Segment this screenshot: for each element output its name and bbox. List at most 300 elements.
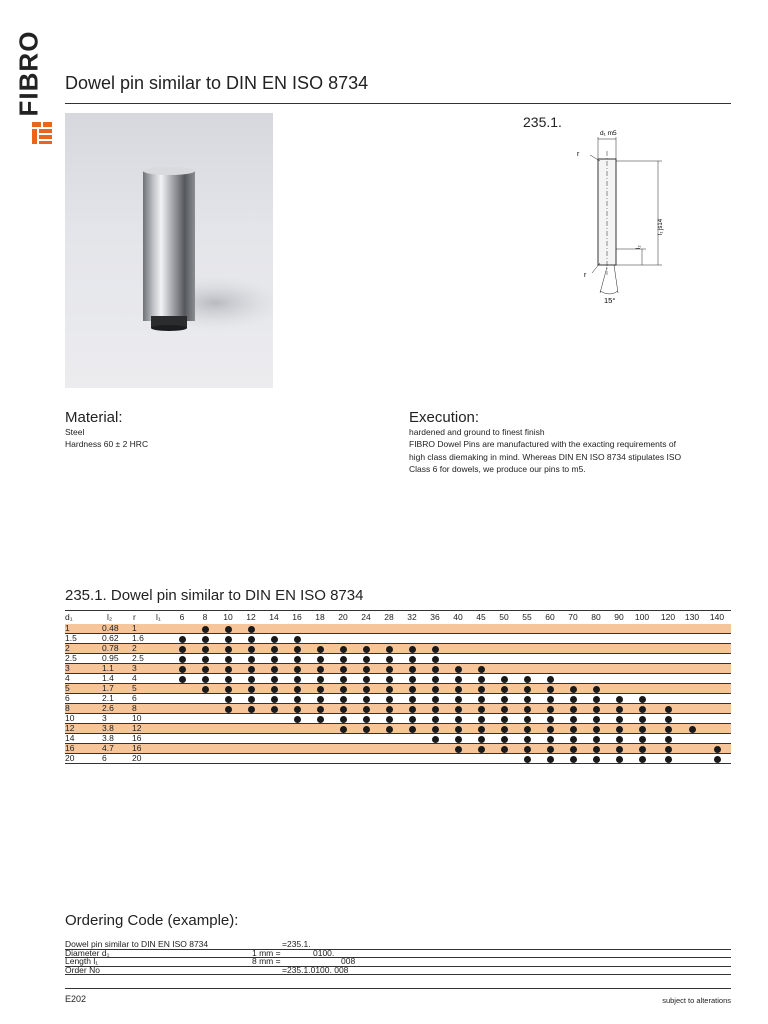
availability-dot	[478, 736, 485, 743]
l1-label: l₁ js14	[658, 218, 664, 235]
availability-dot	[248, 636, 255, 643]
length-header: 18	[315, 612, 325, 622]
availability-dot	[524, 726, 531, 733]
availability-dot	[478, 706, 485, 713]
cell-r: 6	[132, 693, 137, 703]
availability-dot	[248, 646, 255, 653]
length-header: 90	[614, 612, 624, 622]
length-header: 70	[568, 612, 578, 622]
ordering-value: =235.1.0100. 008	[282, 964, 349, 975]
availability-dot	[524, 736, 531, 743]
availability-dot	[409, 696, 416, 703]
availability-dot	[570, 726, 577, 733]
availability-dot	[202, 666, 209, 673]
cell-l2: 2.6	[102, 703, 114, 713]
col-header-d1: d₁	[65, 612, 73, 622]
availability-dot	[455, 736, 462, 743]
availability-dot	[593, 686, 600, 693]
material-line: Hardness 60 ± 2 HRC	[65, 439, 149, 450]
availability-dot	[639, 736, 646, 743]
execution-line: Class 6 for dowels, we produce our pins to m5.	[409, 464, 586, 475]
availability-dot	[225, 676, 232, 683]
availability-dot	[616, 736, 623, 743]
cell-d1: 5	[65, 683, 70, 693]
page-title: Dowel pin similar to DIN EN ISO 8734	[65, 73, 369, 93]
availability-dot	[363, 686, 370, 693]
availability-dot	[478, 746, 485, 753]
material-heading: Material:	[65, 409, 123, 426]
availability-dot	[547, 676, 554, 683]
execution-heading: Execution:	[409, 409, 480, 426]
table-row	[65, 724, 731, 734]
col-header-l2: l₂	[107, 612, 113, 622]
length-header: 28	[384, 612, 394, 622]
length-header: 32	[407, 612, 417, 622]
availability-dot	[271, 636, 278, 643]
availability-dot	[593, 726, 600, 733]
availability-dot	[340, 666, 347, 673]
availability-dot	[616, 726, 623, 733]
availability-dot	[501, 726, 508, 733]
availability-dot	[225, 626, 232, 633]
availability-dot	[478, 666, 485, 673]
availability-dot	[547, 746, 554, 753]
availability-dot	[432, 666, 439, 673]
availability-dot	[455, 706, 462, 713]
cell-d1: 4	[65, 673, 70, 683]
r-bottom-label: r	[584, 272, 587, 279]
d1-label: d₁ m5	[600, 130, 617, 137]
cell-r: 2	[132, 643, 137, 653]
availability-dot	[616, 706, 623, 713]
availability-dot	[225, 636, 232, 643]
availability-dot	[248, 666, 255, 673]
cell-l2: 4.7	[102, 743, 114, 753]
availability-dot	[501, 696, 508, 703]
availability-dot	[547, 716, 554, 723]
execution-line: hardened and ground to finest finish	[409, 427, 545, 437]
availability-dot	[455, 746, 462, 753]
availability-dot	[271, 646, 278, 653]
availability-dot	[248, 686, 255, 693]
availability-dot	[455, 716, 462, 723]
table-row	[65, 714, 731, 724]
availability-dot	[665, 756, 672, 763]
cell-l2: 0.95	[102, 653, 119, 663]
availability-dot	[616, 696, 623, 703]
availability-dot	[386, 706, 393, 713]
table-row	[65, 624, 731, 634]
length-header: 40	[453, 612, 463, 622]
availability-dot	[570, 736, 577, 743]
availability-dot	[478, 716, 485, 723]
cell-r: 16	[132, 743, 142, 753]
availability-dot	[593, 756, 600, 763]
r-top-label: r	[577, 151, 580, 158]
availability-dot	[340, 706, 347, 713]
availability-dot	[363, 726, 370, 733]
availability-dot	[501, 676, 508, 683]
availability-dot	[294, 676, 301, 683]
table-row	[65, 734, 731, 744]
availability-dot	[271, 686, 278, 693]
availability-dot	[386, 686, 393, 693]
availability-dot	[294, 716, 301, 723]
availability-dot	[179, 666, 186, 673]
availability-dot	[570, 706, 577, 713]
availability-dot	[202, 636, 209, 643]
availability-dot	[363, 666, 370, 673]
availability-dot	[363, 676, 370, 683]
availability-dot	[593, 696, 600, 703]
availability-dot	[409, 716, 416, 723]
availability-dot	[455, 686, 462, 693]
table-row	[65, 754, 731, 764]
cell-l2: 1.7	[102, 683, 114, 693]
availability-dot	[570, 756, 577, 763]
length-header: 100	[634, 612, 650, 622]
footer-divider	[65, 988, 731, 989]
availability-dot	[501, 716, 508, 723]
availability-dot	[317, 716, 324, 723]
availability-dot	[409, 656, 416, 663]
availability-dot	[547, 706, 554, 713]
availability-dot	[225, 666, 232, 673]
availability-dot	[593, 716, 600, 723]
angle-label: 15°	[604, 296, 616, 305]
availability-dot	[248, 656, 255, 663]
availability-dot	[409, 706, 416, 713]
availability-dot	[340, 726, 347, 733]
availability-dot	[179, 676, 186, 683]
availability-dot	[225, 656, 232, 663]
page-number: E202	[65, 994, 87, 1004]
availability-dot	[665, 736, 672, 743]
cell-r: 1	[132, 623, 137, 633]
availability-dot	[616, 716, 623, 723]
table-row	[65, 704, 731, 714]
length-header: 120	[660, 612, 676, 622]
cell-r: 20	[132, 753, 142, 763]
availability-dot	[665, 726, 672, 733]
availability-dot	[501, 746, 508, 753]
length-header: 16	[292, 612, 302, 622]
availability-dot	[455, 676, 462, 683]
ordering-rule	[65, 974, 731, 975]
availability-dot	[547, 686, 554, 693]
availability-dot	[248, 706, 255, 713]
availability-dot	[225, 706, 232, 713]
availability-dot	[432, 726, 439, 733]
availability-dot	[432, 676, 439, 683]
length-header: 60	[545, 612, 555, 622]
row-rule	[65, 763, 731, 764]
availability-dot	[294, 706, 301, 713]
availability-dot	[714, 756, 721, 763]
cell-r: 5	[132, 683, 137, 693]
table-row	[65, 744, 731, 754]
cell-l2: 2.1	[102, 693, 114, 703]
part-number: 235.1.	[523, 114, 562, 130]
table-row	[65, 674, 731, 684]
ordering-mid: 1 mm =	[252, 947, 281, 958]
cell-d1: 2.5	[65, 653, 77, 663]
availability-dot	[363, 696, 370, 703]
availability-dot	[432, 736, 439, 743]
table-row	[65, 684, 731, 694]
availability-dot	[271, 676, 278, 683]
availability-dot	[340, 646, 347, 653]
availability-dot	[271, 666, 278, 673]
table-row	[65, 644, 731, 654]
availability-dot	[409, 666, 416, 673]
availability-dot	[225, 686, 232, 693]
ordering-rule	[65, 966, 731, 967]
availability-dot	[294, 686, 301, 693]
availability-dot	[547, 736, 554, 743]
cell-d1: 14	[65, 733, 75, 743]
availability-dot	[432, 646, 439, 653]
availability-dot	[478, 686, 485, 693]
availability-dot	[409, 686, 416, 693]
cell-d1: 12	[65, 723, 75, 733]
availability-dot	[363, 656, 370, 663]
cell-r: 4	[132, 673, 137, 683]
cell-r: 12	[132, 723, 142, 733]
length-header: 20	[338, 612, 348, 622]
availability-dot	[547, 726, 554, 733]
execution-line: high class diemaking in mind. Whereas DIN EN ISO 8734 stipulates ISO	[409, 451, 682, 462]
length-header: 140	[709, 612, 725, 622]
cell-l2: 0.48	[102, 623, 119, 633]
availability-dot	[665, 706, 672, 713]
availability-dot	[570, 746, 577, 753]
technical-drawing	[570, 125, 690, 305]
availability-dot	[639, 746, 646, 753]
l2-label: l₂	[636, 245, 642, 249]
availability-dot	[524, 716, 531, 723]
length-header: 50	[499, 612, 509, 622]
length-header: 130	[684, 612, 700, 622]
availability-dot	[340, 716, 347, 723]
availability-dot	[639, 696, 646, 703]
availability-dot	[501, 706, 508, 713]
availability-dot	[432, 686, 439, 693]
length-header: 24	[361, 612, 371, 622]
cell-l2: 3.8	[102, 733, 114, 743]
availability-dot	[639, 726, 646, 733]
availability-dot	[179, 646, 186, 653]
alteration-note: subject to alterations	[662, 996, 731, 1005]
availability-dot	[409, 676, 416, 683]
availability-dot	[432, 716, 439, 723]
table-row	[65, 694, 731, 704]
availability-dot	[294, 666, 301, 673]
ordering-mid: 8 mm =	[252, 956, 281, 966]
length-header: 45	[476, 612, 486, 622]
availability-dot	[524, 696, 531, 703]
availability-dot	[593, 706, 600, 713]
availability-dot	[248, 696, 255, 703]
cell-l2: 1.4	[102, 673, 114, 683]
ordering-label: Dowel pin similar to DIN EN ISO 8734	[65, 939, 209, 949]
availability-dot	[340, 676, 347, 683]
cell-r: 2.5	[132, 653, 144, 663]
table-row	[65, 654, 731, 664]
ordering-value: 0100.	[313, 947, 335, 958]
availability-dot	[593, 736, 600, 743]
ordering-label: Diameter d₁	[65, 947, 110, 958]
availability-dot	[616, 756, 623, 763]
ordering-label: Length l₁	[65, 956, 99, 966]
availability-dot	[665, 746, 672, 753]
availability-dot	[547, 756, 554, 763]
availability-dot	[665, 716, 672, 723]
cell-l2: 0.62	[102, 633, 119, 643]
cell-d1: 6	[65, 693, 70, 703]
availability-dot	[248, 676, 255, 683]
availability-dot	[179, 656, 186, 663]
logo-text: FIBRO	[13, 30, 44, 117]
availability-dot	[714, 746, 721, 753]
availability-dot	[524, 756, 531, 763]
availability-dot	[570, 716, 577, 723]
availability-dot	[317, 706, 324, 713]
availability-dot	[524, 686, 531, 693]
availability-dot	[570, 686, 577, 693]
availability-dot	[294, 656, 301, 663]
availability-dot	[271, 706, 278, 713]
availability-dot	[409, 726, 416, 733]
availability-dot	[225, 646, 232, 653]
availability-dot	[478, 696, 485, 703]
cell-r: 8	[132, 703, 137, 713]
cell-l2: 3.8	[102, 723, 114, 733]
availability-dot	[363, 646, 370, 653]
availability-dot	[340, 686, 347, 693]
col-header-r: r	[133, 612, 136, 622]
fibro-logo	[14, 14, 42, 134]
material-line: Steel	[65, 427, 85, 437]
table-row	[65, 634, 731, 644]
dowel-pin-image	[65, 113, 273, 388]
availability-dot	[317, 686, 324, 693]
availability-dot	[225, 696, 232, 703]
availability-dot	[689, 726, 696, 733]
cell-r: 1.6	[132, 633, 144, 643]
product-photo	[65, 113, 273, 388]
cell-d1: 1.5	[65, 633, 77, 643]
cell-l2: 6	[102, 753, 107, 763]
availability-dot	[248, 626, 255, 633]
availability-dot	[432, 696, 439, 703]
availability-dot	[524, 706, 531, 713]
availability-dot	[294, 696, 301, 703]
title-divider	[65, 103, 731, 104]
cell-d1: 8	[65, 703, 70, 713]
ordering-heading: Ordering Code (example):	[65, 912, 239, 929]
availability-dot	[340, 656, 347, 663]
cell-r: 16	[132, 733, 142, 743]
availability-dot	[455, 666, 462, 673]
execution-line: FIBRO Dowel Pins are manufactured with the exacting requirements of	[409, 439, 676, 450]
length-header: 80	[591, 612, 601, 622]
col-header-l1: l₁	[156, 612, 161, 622]
ordering-rule	[65, 949, 731, 950]
cell-r: 10	[132, 713, 142, 723]
availability-dot	[202, 676, 209, 683]
cell-r: 3	[132, 663, 137, 673]
cell-d1: 20	[65, 753, 75, 763]
length-header: 12	[246, 612, 256, 622]
availability-dot	[616, 746, 623, 753]
material-text	[65, 426, 148, 451]
availability-dot	[547, 696, 554, 703]
availability-dot	[317, 676, 324, 683]
execution-text	[409, 426, 681, 476]
availability-dot	[501, 686, 508, 693]
length-header: 10	[223, 612, 233, 622]
availability-dot	[363, 716, 370, 723]
table-top-rule	[65, 610, 731, 611]
availability-dot	[432, 706, 439, 713]
availability-dot	[317, 696, 324, 703]
cell-l2: 0.78	[102, 643, 119, 653]
availability-dot	[639, 706, 646, 713]
availability-dot	[409, 646, 416, 653]
availability-dot	[294, 646, 301, 653]
table-title: 235.1. Dowel pin similar to DIN EN ISO 8734	[65, 587, 364, 604]
availability-dot	[639, 756, 646, 763]
availability-dot	[524, 746, 531, 753]
availability-dot	[386, 676, 393, 683]
availability-dot	[386, 696, 393, 703]
availability-dot	[593, 746, 600, 753]
availability-dot	[432, 656, 439, 663]
availability-dot	[386, 656, 393, 663]
availability-dot	[478, 676, 485, 683]
logo-mark-icon	[32, 122, 52, 144]
availability-dot	[317, 646, 324, 653]
availability-dot	[386, 666, 393, 673]
table-row	[65, 664, 731, 674]
cell-d1: 16	[65, 743, 75, 753]
availability-dot	[202, 646, 209, 653]
length-header: 55	[522, 612, 532, 622]
availability-dot	[202, 656, 209, 663]
cell-l2: 3	[102, 713, 107, 723]
availability-dot	[202, 686, 209, 693]
cell-d1: 1	[65, 623, 70, 633]
availability-dot	[455, 726, 462, 733]
availability-dot	[340, 696, 347, 703]
availability-dot	[271, 696, 278, 703]
availability-dot	[524, 676, 531, 683]
availability-dot	[386, 726, 393, 733]
availability-dot	[639, 716, 646, 723]
cell-d1: 10	[65, 713, 75, 723]
length-header: 8	[202, 612, 208, 622]
ordering-label: Order No	[65, 964, 100, 975]
availability-dot	[271, 656, 278, 663]
availability-dot	[294, 636, 301, 643]
ordering-value: =235.1.	[282, 939, 311, 949]
ordering-rule	[65, 957, 731, 958]
availability-dot	[386, 646, 393, 653]
availability-dot	[501, 736, 508, 743]
ordering-value: 008	[341, 956, 356, 966]
availability-dot	[386, 716, 393, 723]
